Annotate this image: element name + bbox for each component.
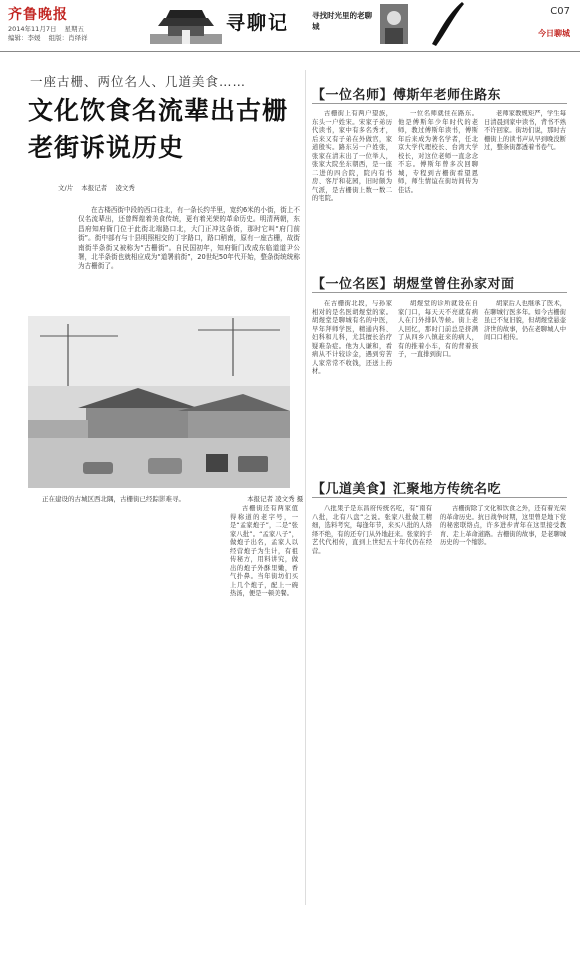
issue-proofreader: 组版：肖绎祥 [48, 34, 88, 42]
issue-date: 2014年11月7日 [8, 25, 57, 33]
section-rule [312, 103, 567, 104]
section-column: 在古栅街北段，与孙家相对的是名医胡煜堂的家。胡煜堂是聊城有名的中医，早年拜师学医，精通内科、妇科和儿科，尤其擅长治疗疑难杂症。他为人谦和，看病从不计较诊金，遇到穷苦人家常常不收钱，还送上药材。 [312, 300, 392, 376]
issue-line [8, 24, 94, 42]
column-banner [150, 2, 420, 46]
paper-name: 齐鲁晚报 [8, 7, 68, 23]
section-heading-teacher: 【一位名师】傅斯年老师住路东 [312, 88, 502, 103]
section-column: 古栅街上有两户望族，东头一户姓宋。宋家子弟历代读书，家中有多名秀才，后来又有子弟在外做官，家道殷实。路东另一户姓张，张家在清末出了一位举人，张家大院坐东朝西，是一座二进的四合院，院内有书房、客厅和花园，旧时颇为气派，是古栅街上数一数二的宅院。 [312, 110, 392, 203]
portrait-icon [380, 4, 408, 44]
street-photo [28, 316, 290, 488]
issue-editor: 编辑：李媛 [8, 34, 41, 42]
section-column: 古栅街除了文化和饮食之外，还有着光荣的革命历史。抗日战争时期，这里曾是地下党的秘密联络点，许多进步青年在这里接受教育、走上革命道路。古栅街的故事，是老聊城历史的一个缩影。 [440, 505, 566, 547]
section-heading-doctor: 【一位名医】胡煜堂曾住孙家对面 [312, 277, 515, 292]
photo-caption [42, 494, 303, 503]
tagline: 一座古栅、两位名人、几道美食…… [30, 74, 247, 89]
byline [58, 183, 141, 192]
column-divider [305, 70, 306, 905]
section-column: 八批果子是东昌府传统名吃，有“南有八批，北有八盘”之说。张家八批做工精细，选料考究，每逢年节，来买八批的人络绎不绝，有的还专门从外地赶来。张家的手艺代代相传，直到上世纪五十年代仍在经营。 [312, 505, 432, 555]
section-heading-food: 【几道美食】汇聚地方传统名吃 [312, 482, 502, 497]
byline-type: 文/片 [58, 184, 74, 192]
brush-stroke-icon [426, 0, 466, 48]
section-column: 一位名师就住在路东。他是傅斯年少年时代的老师，教过傅斯年读书，傅斯年后来成为著名学者，任北京大学代理校长、台湾大学校长，对这位老师一直念念不忘。傅斯年曾多次回聊城，专程到古栅街看望恩师，师生情谊在街坊间传为佳话。 [398, 110, 478, 194]
byline-name: 凌文秀 [115, 184, 135, 192]
page-number: C07 [550, 6, 570, 17]
masthead [0, 0, 580, 52]
page-section: 今日聊城 [538, 29, 570, 38]
section-column: 胡家后人也继承了医术，在聊城行医多年。如今古栅街虽已不复旧貌，但胡煜堂悬壶济世的故事，仍在老聊城人中间口口相传。 [484, 300, 566, 342]
issue-weekday: 星期五 [64, 25, 85, 33]
banner-title: 寻聊记 [226, 12, 290, 34]
lead-paragraph: 在古楼西街中段的西口往北，有一条长约半里，宽约6米的小街，街上不仅名流辈出，还曾辉煌着美食传统，更有着光荣的革命历史。明清两朝，东昌府知府衙门位于此街北端路口北，大门正冲这条街，那时它叫“府门前街”。街中部有与十县明照相交的丁字路口，路口稍南，原有一座古栅，故街南街半条街又被称为“古栅街”。自民国初年，知府衙门改成东临道道尹公署，北半条街也就相应成为“道署前街”，20世纪50年代开始，整条街统统称为古栅街了。 [78, 206, 300, 271]
section-column: 古栅街还有两家值得称道的老字号，一是“孟家炮子”，二是“张家八批”。“孟家八子”，做炮子出名，孟家人以经营炮子为生计，有祖传秘方，用料讲究，做出的炮子外酥里嫩，香气扑鼻。当年街坊们买上几个炮子，配上一碗热汤，便是一顿美餐。 [230, 505, 298, 598]
section-column: 胡煜堂的诊所就设在自家门口，每天天不亮就有病人在门外排队等候。街上老人回忆，那时门前总是挤满了从四乡八镇赶来的病人，有的推着小车，有的背着孩子，一直排到街口。 [398, 300, 478, 359]
city-gate-icon [150, 6, 222, 44]
section-column: 老师家教规矩严，学生每日清晨到家中读书，背书不熟不许回家。街坊们说，那时古栅街上的读书声从早到晚没断过，整条街都透着书卷气。 [484, 110, 566, 152]
main-title: 文化饮食名流辈出古栅老街诉说历史 [28, 96, 289, 162]
photo-credit: 本报记者 凌文秀 摄 [247, 495, 304, 503]
caption-text: 正在建设的古城区西北隅，古栅街已经踪影难寻。 [42, 495, 185, 503]
section-rule [312, 497, 567, 498]
byline-reporter: 本报记者 [81, 184, 108, 192]
section-rule [312, 292, 567, 293]
banner-subtitle: 寻找时光里的老聊城 [312, 11, 372, 31]
